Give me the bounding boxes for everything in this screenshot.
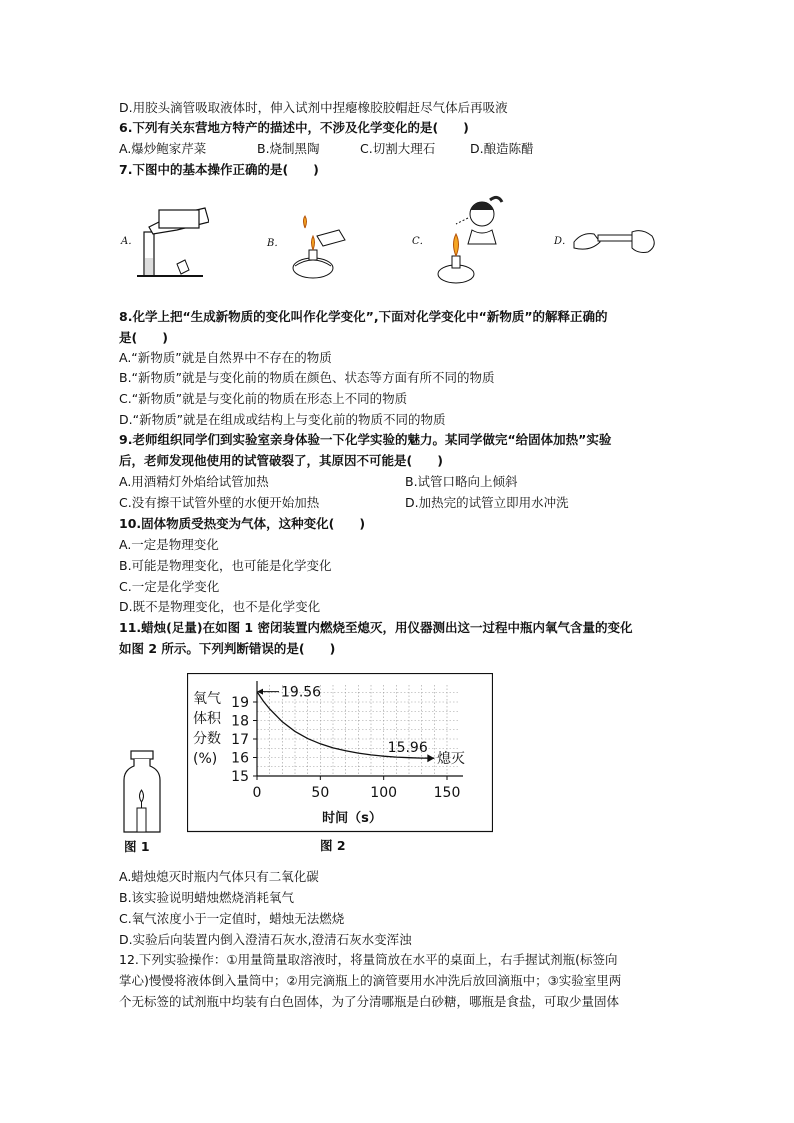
x-tick-label: 50 [311,785,330,801]
extinguish-label: 熄灭 [436,751,465,768]
x-tick-label: 150 [433,785,461,801]
q6-option-d: D.酿造陈醋 [470,141,534,156]
q12-stem-1: 12.下列实验操作：①用量筒量取溶液时，将量筒放在水平的桌面上，右手握试剂瓶(标签向 [119,952,618,967]
q8-option-a: A.“新物质”就是自然界中不存在的物质 [119,350,332,365]
q9-option-b: B.试管口略向上倾斜 [405,474,518,489]
q9-option-d: D.加热完的试管立即用水冲洗 [405,495,569,510]
q7-label-d: D． [554,236,573,247]
q12-stem-3: 个无标签的试剂瓶中均装有白色固体，为了分清哪瓶是白砂糖，哪瓶是食盐，可取少量固体 [119,994,620,1009]
q8-stem-1: 8.化学上把“生成新物质的变化叫作化学变化”,下面对化学变化中“新物质”的解释正确的 [119,309,608,324]
y-axis-label: 氧气 [193,691,221,707]
q6-option-a: A.爆炒鲍家芹菜 [119,141,207,156]
q9-options-row-2 [119,494,569,512]
x-tick-label: 100 [370,785,398,801]
q10-option-c: C.一定是化学变化 [119,579,220,594]
q11-stem-1: 11.蜡烛(足量)在如图 1 密闭装置内燃烧至熄灭，用仪器测出这一过程中瓶内氧气含量的变化 [119,620,633,635]
q8-option-d: D.“新物质”就是在组成或结构上与变化前的物质不同的物质 [119,412,446,427]
start-value-label: 19.56 [281,684,322,701]
q8-stem-2: 是( ) [119,330,168,345]
q7-figure-d [552,218,662,258]
q9-stem-1: 9.老师组织同学们到实验室亲身体验一下化学实验的魅力。某同学做完“给固体加热”实验 [119,432,612,447]
y-tick-label: 17 [231,732,249,748]
figure-2-chart [187,673,493,833]
oxygen-volume-chart [187,673,493,833]
q7-figure-b [265,206,355,286]
q6-option-b: B.烧制黑陶 [257,141,320,156]
q10-option-d: D.既不是物理变化，也不是化学变化 [119,599,321,614]
q9-options-row-1 [119,473,518,491]
figure-1-caption: 图 1 [124,839,150,854]
y-tick-label: 16 [231,750,249,767]
figure-2-caption: 图 2 [320,838,346,853]
y-tick-label: 19 [231,695,249,711]
x-tick-label: 0 [252,785,262,801]
y-tick-label: 15 [231,769,249,785]
q6-option-c: C.切割大理石 [360,141,436,156]
candle-in-sealed-jar-icon [120,750,164,836]
y-axis-label: (%) [193,751,218,767]
q10-option-b: B.可能是物理变化，也可能是化学变化 [119,558,332,573]
q5-option-d: D.用胶头滴管吸取液体时，伸入试剂中捏瘪橡胶胶帽赶尽气体后再吸液 [119,100,508,115]
q11-option-a: A.蜡烛熄灭时瓶内气体只有二氧化碳 [119,869,319,884]
q9-option-a: A.用酒精灯外焰给试管加热 [119,474,269,489]
q7-stem: 7.下图中的基本操作正确的是( ) [119,162,319,177]
q8-option-c: C.“新物质”就是与变化前的物质在形态上不同的物质 [119,391,408,406]
q11-option-b: B.该实验说明蜡烛燃烧消耗氧气 [119,890,295,905]
q7-label-a: A． [121,236,139,247]
q6-options [119,140,534,158]
y-axis-label: 体积 [193,711,221,727]
q7-figure-a [119,194,209,279]
q7-figure-c [410,194,510,289]
q10-option-a: A.一定是物理变化 [119,537,219,552]
q9-option-c: C.没有擦干试管外壁的水便开始加热 [119,495,320,510]
q8-option-b: B.“新物质”就是与变化前的物质在颜色、状态等方面有所不同的物质 [119,370,495,385]
q11-option-c: C.氧气浓度小于一定值时，蜡烛无法燃烧 [119,911,345,926]
y-tick-label: 18 [231,713,249,730]
q6-stem: 6.下列有关东营地方特产的描述中，不涉及化学变化的是( ) [119,120,469,135]
q7-label-b: B． [267,238,285,249]
figure-1 [120,750,164,854]
y-axis-label: 分数 [193,731,221,747]
x-axis-label: 时间（s） [322,811,382,826]
q10-stem: 10.固体物质受热变为气体，这种变化( ) [119,516,366,531]
end-value-label: 15.96 [387,740,428,757]
q12-stem-2: 掌心)慢慢将液体倒入量筒中；②用完滴瓶上的滴管要用水冲洗后放回滴瓶中；③实验室里两 [119,973,622,988]
q7-label-c: C． [412,236,430,247]
q9-stem-2: 后，老师发现他使用的试管破裂了，其原因不可能是( ) [119,453,443,468]
q11-stem-2: 如图 2 所示。下列判断错误的是( ) [119,641,336,656]
q11-option-d: D.实验后向装置内倒入澄清石灰水,澄清石灰水变浑浊 [119,932,412,947]
